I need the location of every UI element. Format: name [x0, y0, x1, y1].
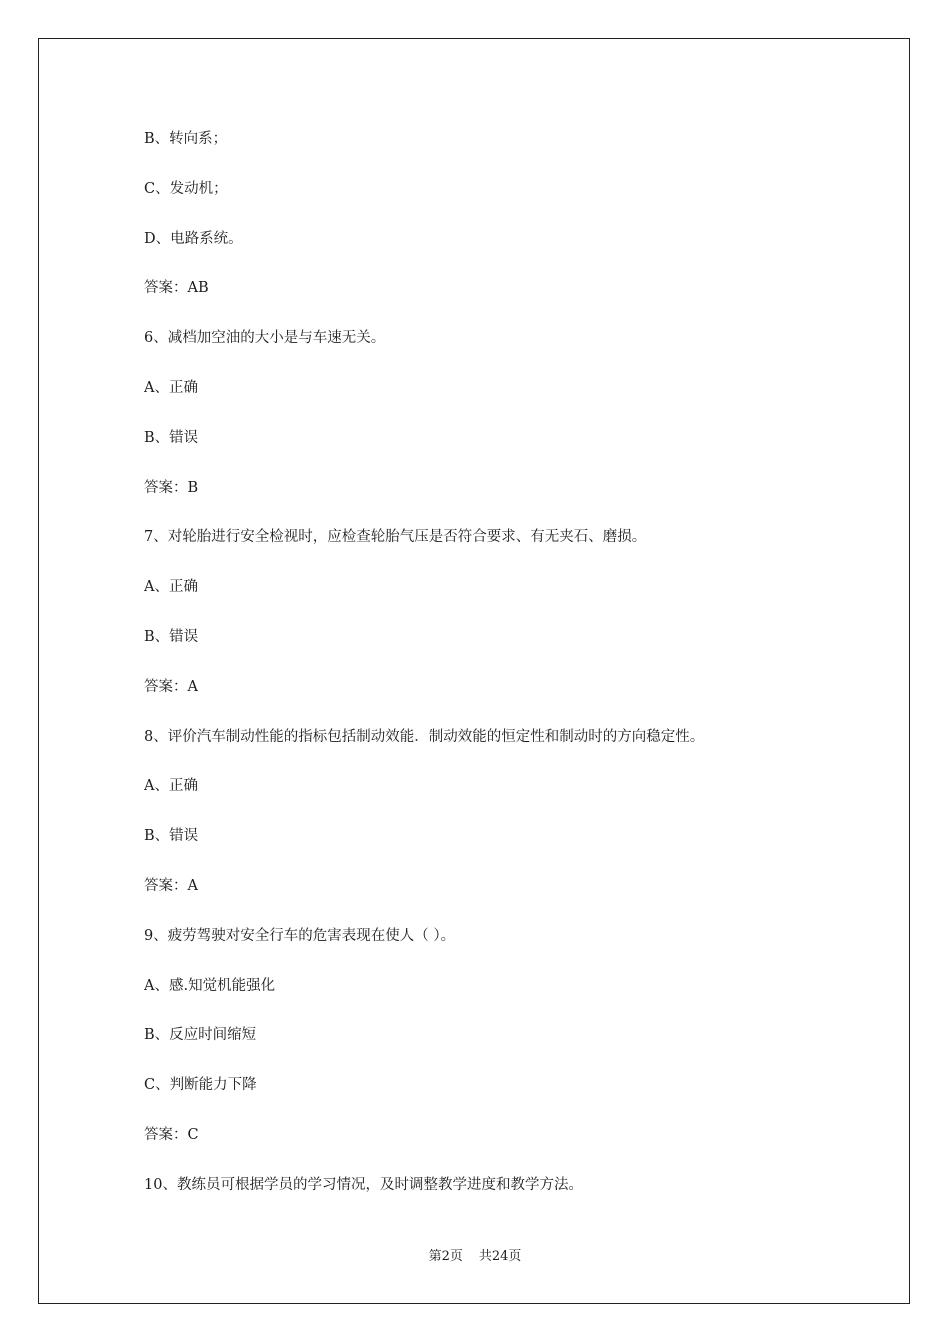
question-7: 7、对轮胎进行安全检视时，应检查轮胎气压是否符合要求、有无夹石、磨损。	[144, 529, 647, 546]
question-8: 8、评价汽车制动性能的指标包括制动效能．制动效能的恒定性和制动时的方向稳定性。	[144, 728, 705, 745]
question-7-option-a: A、正确	[144, 579, 198, 596]
answer-8: 答案：A	[144, 877, 198, 894]
question-9-option-b: B、反应时间缩短	[144, 1027, 257, 1044]
answer-6: 答案：B	[144, 479, 199, 496]
question-9-option-a: A、感.知觉机能强化	[144, 977, 276, 994]
page-footer	[0, 1247, 950, 1267]
question-6-option-a: A、正确	[144, 379, 198, 396]
document-body	[144, 127, 864, 1223]
question-6: 6、减档加空油的大小是与车速无关。	[144, 330, 386, 347]
page-number: 第2页	[428, 1249, 463, 1264]
option-c-engine: C、发动机；	[144, 180, 228, 197]
question-9-option-c: C、判断能力下降	[144, 1077, 257, 1094]
question-9: 9、疲劳驾驶对安全行车的危害表现在使人（ ）。	[144, 927, 456, 944]
answer-7: 答案：A	[144, 678, 198, 695]
question-10: 10、教练员可根据学员的学习情况，及时调整教学进度和教学方法。	[144, 1176, 583, 1193]
question-6-option-b: B、错误	[144, 429, 199, 446]
page-total: 共24页	[478, 1249, 522, 1264]
option-b-steering: B、转向系；	[144, 131, 228, 147]
option-d-electrical: D、电路系统。	[144, 230, 243, 247]
question-8-option-a: A、正确	[144, 778, 198, 795]
question-8-option-b: B、错误	[144, 828, 199, 845]
answer-9: 答案：C	[144, 1126, 199, 1143]
question-7-option-b: B、错误	[144, 628, 199, 645]
answer-5: 答案：AB	[144, 280, 209, 297]
